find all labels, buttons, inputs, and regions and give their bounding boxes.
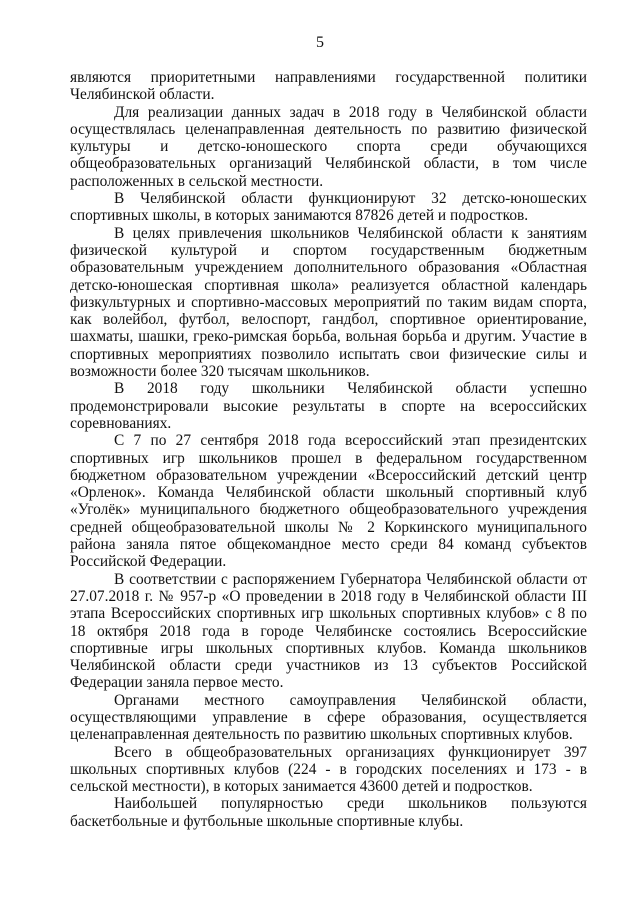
paragraph-sports-schools: В Челябинской области функционируют 32 детско-юношеских спортивных школы, в которых занимаются 87826 детей и подростков. [70, 190, 587, 225]
document-body [70, 69, 587, 830]
paragraph-presidential-games: С 7 по 27 сентября 2018 года всероссийский этап президентских спортивных игр школьников прошел в федеральном государственном бюджетном образовательном учреждении «Всероссийский детский центр «Орленок». Команда Челябинской области школьный спортивный клуб «Уголёк» муниципального бюджетного общеобразовательного учреждения средней общеобразовательной школы № 2 Коркинского муниципального района заняла пятое общекомандное место среди 84 команд субъектов Российской Федерации. [70, 432, 587, 571]
paragraph-continuation: являются приоритетными направлениями государственной политики Челябинской области. [70, 69, 587, 104]
paragraph-results-2018: В 2018 году школьники Челябинской области успешно продемонстрировали высокие результаты в спорте на всероссийских соревнованиях. [70, 380, 587, 432]
paragraph-local-authorities: Органами местного самоуправления Челябинской области, осуществляющими управление в сфере образования, осуществляется целенаправленная деятельность по развитию школьных спортивных клубов. [70, 691, 587, 744]
paragraph-popular-clubs: Наибольшей популярностью среди школьников пользуются баскетбольные и футбольные школьные спортивные клубы. [70, 795, 587, 830]
paragraph-task-implementation: Для реализации данных задач в 2018 году в Челябинской области осуществлялась целенаправленная деятельность по развитию физической культуры и детско-юношеского спорта среди обучающихся общеобразовательных организаций Челябинской области, в том числе расположенных в сельской местности. [70, 103, 587, 190]
paragraph-club-count: Всего в общеобразовательных организациях функционирует 397 школьных спортивных клубов (224 - в городских поселениях и 173 - в сельской местности), в которых занимается 43600 детей и подростков. [70, 743, 587, 796]
page-number: 5 [316, 34, 324, 51]
paragraph-regional-calendar: В целях привлечения школьников Челябинской области к занятиям физической культурой и спортом государственным бюджетным образовательным учреждением дополнительного образования «Областная детско-юношеская спортивная школа» реализуется областной календарь физкультурных и спортивно-массовых мероприятий по таким видам спорта, как волейбол, футбол, велоспорт, гандбол, спортивное ориентирование, шахматы, шашки, греко-римская борьба, вольная борьба и другим. Участие в спортивных мероприятиях позволило испытать свои физические силы и возможности более 320 тысячам школьников. [70, 224, 587, 381]
paragraph-club-games: В соответствии с распоряжением Губернатора Челябинской области от 27.07.2018 г. № 957-р «О проведении в 2018 году в Челябинской области III этапа Всероссийских спортивных игр школьных спортивных клубов» с 8 по 18 октября 2018 года в городе Челябинске состоялись Всероссийские спортивные игры школьных спортивных клубов. Команда школьников Челябинской области среди участников из 13 субъектов Российской Федерации заняла первое место. [70, 570, 587, 692]
